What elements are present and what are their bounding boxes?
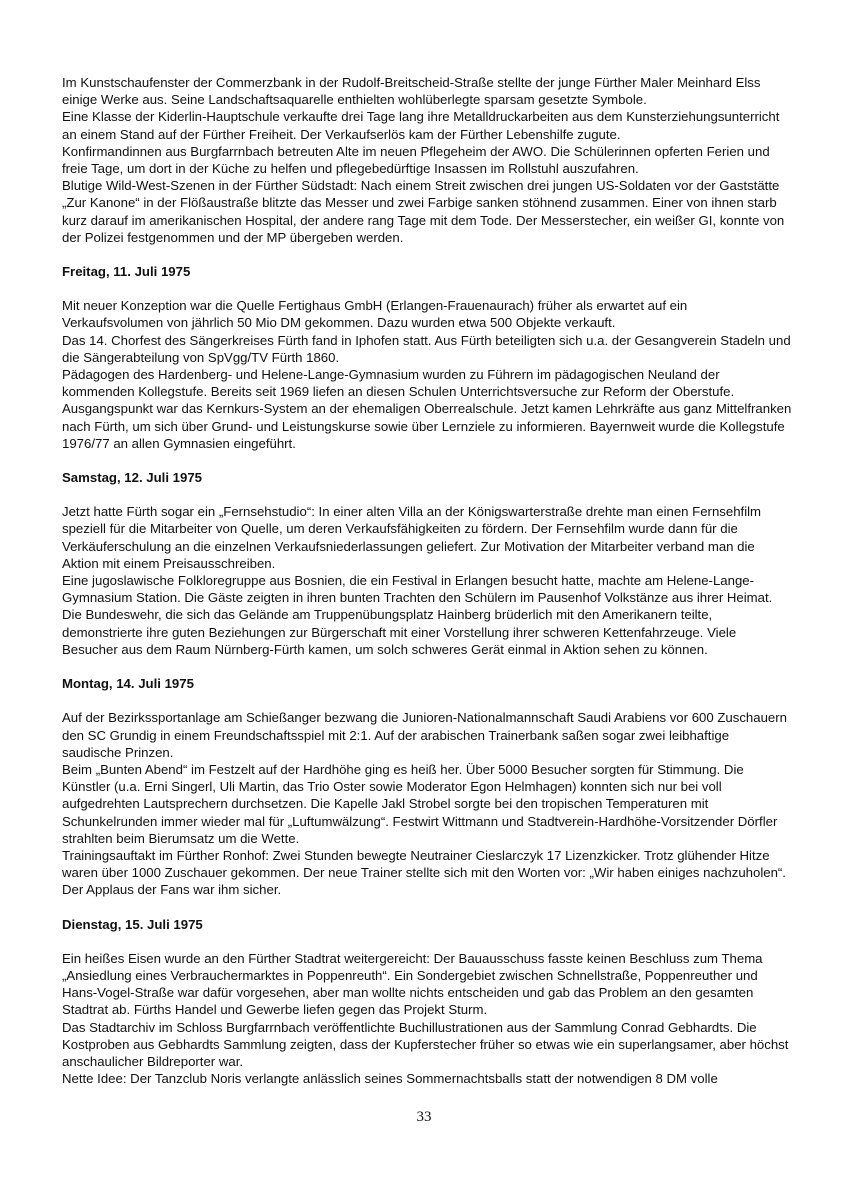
paragraph: Jetzt hatte Fürth sogar ein „Fernsehstudio“: In einer alten Villa an der Königswarterstraße drehte man einen Fernsehfilm speziell für die Mitarbeiter von Quelle, um deren Verkaufsfähigkeiten zu fördern. Der Fernsehfilm wurde dann für die Verkäuferschulung an die einzelnen Verkaufsniederlassungen geliefert. Zur Motivation der Mitarbeiter verband man die Aktion mit einem Preisausschreiben. [62, 504, 762, 571]
paragraph: Im Kunstschaufenster der Commerzbank in der Rudolf-Breitscheid-Straße stellte der junge Fürther Maler Meinhard Elss einige Werke aus. Seine Landschaftsaquarelle enthielten wohlüberlegte sparsam gesetzte Symbole. [62, 75, 761, 108]
paragraph: Das Stadtarchiv im Schloss Burgfarrnbach veröffentlichte Buchillustrationen aus der Sammlung Conrad Gebhardts. Die Kostproben aus Gebhardts Sammlung zeigten, dass der Kupferstecher früher so etwas wie ein superlangsamer, aber höchst anschaulicher Bildreporter war. [62, 1019, 789, 1069]
paragraph: Nette Idee: Der Tanzclub Noris verlangte anlässlich seines Sommernachtsballs statt der notwendigen 8 DM volle [62, 1071, 718, 1087]
document-page [62, 74, 792, 1087]
section-montag [62, 675, 792, 898]
paragraph: Pädagogen des Hardenberg- und Helene-Lange-Gymnasium wurden zu Führern im pädagogischen Neuland der kommenden Kollegstufe. Bereits seit 1969 liefen an diesen Schulen Unterrichtsversuche zur Reform der Oberstufe. Ausgangspunkt war das Kernkurs-System an der ehemaligen Oberrealschule. Jetzt kamen Lehrkräfte aus ganz Mittelfranken nach Fürth, um sich über Grund- und Leistungskurse sowie über Lernziele zu informieren. Bayernweit wurde die Kollegstufe 1976/77 an allen Gymnasien eingeführt. [62, 367, 792, 451]
paragraph: Das 14. Chorfest des Sängerkreises Fürth fand in Iphofen statt. Aus Fürth beteiligten sich u.a. der Gesangverein Stadeln und die Sängerabteilung von SpVgg/TV Fürth 1860. [62, 332, 791, 365]
paragraph: Eine Klasse der Kiderlin-Hauptschule verkaufte drei Tage lang ihre Metalldruckarbeiten aus dem Kunsterziehungsunterricht an einem Stand auf der Fürther Freiheit. Der Verkaufserlös kam der Fürther Lebenshilfe zugute. [62, 109, 780, 142]
section-heading: Samstag, 12. Juli 1975 [62, 470, 203, 486]
section-heading: Montag, 14. Juli 1975 [62, 676, 194, 692]
paragraph: Auf der Bezirkssportanlage am Schießanger bezwang die Junioren-Nationalmannschaft Saudi Arabiens vor 600 Zuschauern den SC Grundig in einem Freundschaftsspiel mit 2:1. Auf der arabischen Trainerbank saßen sogar zwei leibhaftige saudische Prinzen. [62, 710, 787, 760]
section-dienstag [62, 916, 792, 1088]
section-heading: Dienstag, 15. Juli 1975 [62, 916, 203, 932]
paragraph: Eine jugoslawische Folkloregruppe aus Bosnien, die ein Festival in Erlangen besucht hatte, machte am Helene-Lange-Gymnasium Station. Die Gäste zeigten in ihren bunten Trachten den Schülern im Pausenhof Volkstänze aus ihrer Heimat. [62, 573, 773, 606]
page-number: 33 [416, 1109, 432, 1125]
paragraph: Mit neuer Konzeption war die Quelle Fertighaus GmbH (Erlangen-Frauenaurach) früher als erwartet auf ein Verkaufsvolumen von jährlich 50 Mio DM gekommen. Dazu wurden etwa 500 Objekte verkauft. [62, 298, 688, 331]
paragraph: Die Bundeswehr, die sich das Gelände am Truppenübungsplatz Hainberg brüderlich mit den Amerikanern teilte, demonstrierte ihre guten Beziehungen zur Bürgerschaft mit einer Vorstellung ihrer schweren Kettenfahrzeuge. Viele Besucher aus dem Raum Nürnberg-Fürth kamen, um solch schweres Gerät einmal in Aktion sehen zu können. [62, 607, 737, 657]
section-samstag [62, 469, 792, 658]
paragraph: Blutige Wild-West-Szenen in der Fürther Südstadt: Nach einem Streit zwischen drei jungen US-Soldaten vor der Gaststätte „Zur Kanone“ in der Flößaustraße blitzte das Messer und zwei Farbige sanken stöhnend zusammen. Einer von ihnen starb kurz darauf im amerikanischen Hospital, der andere rang Tage mit dem Tode. Der Messerstecher, ein weißer GI, konnte von der Polizei festgenommen und der MP übergeben werden. [62, 178, 785, 245]
paragraph: Beim „Bunten Abend“ im Festzelt auf der Hardhöhe ging es heiß her. Über 5000 Besucher sorgten für Stimmung. Die Künstler (u.a. Erni Singerl, Uli Martin, das Trio Oster sowie Moderator Egon Helmhagen) konnten sich nur bei voll aufgedrehten Lautsprechern durchsetzen. Die Kapelle Jakl Strobel sorgte bei den tropischen Temperaturen mit Schunkelrunden immer wieder mal für „Luftumwälzung“. Festwirt Wittmann und Stadtverein-Hardhöhe-Vorsitzender Dörfler strahlten beim Bierumsatz um die Wette. [62, 761, 778, 846]
paragraph: Trainingsauftakt im Fürther Ronhof: Zwei Stunden bewegte Neutrainer Cieslarczyk 17 Lizenzkicker. Trotz glühender Hitze waren über 1000 Zuschauer gekommen. Der neue Trainer stellte sich mit den Worten vor: „Wir haben einiges nachzuholen“. Der Applaus der Fans war ihm sicher. [62, 847, 786, 898]
paragraph: Konfirmandinnen aus Burgfarrnbach betreuten Alte im neuen Pflegeheim der AWO. Die Schülerinnen opferten Ferien und freie Tage, um dort in der Küche zu helfen und pflegebedürftige Insassen im Rollstuhl auszufahren. [62, 143, 770, 177]
section-freitag [62, 263, 792, 452]
section-heading: Freitag, 11. Juli 1975 [62, 264, 191, 280]
paragraph: Ein heißes Eisen wurde an den Fürther Stadtrat weitergereicht: Der Bauausschuss fasste keinen Beschluss zum Thema „Ansiedlung eines Verbrauchermarktes in Poppenreuth“. Ein Sondergebiet zwischen Schnellstraße, Poppenreuther und Hans-Vogel-Straße war dafür vorgesehen, aber man wollte nichts entscheiden und gab das Problem an den gesamten Stadtrat ab. Fürths Handel und Gewerbe liefen gegen das Projekt Sturm. [62, 950, 763, 1018]
intro-block [62, 74, 792, 246]
